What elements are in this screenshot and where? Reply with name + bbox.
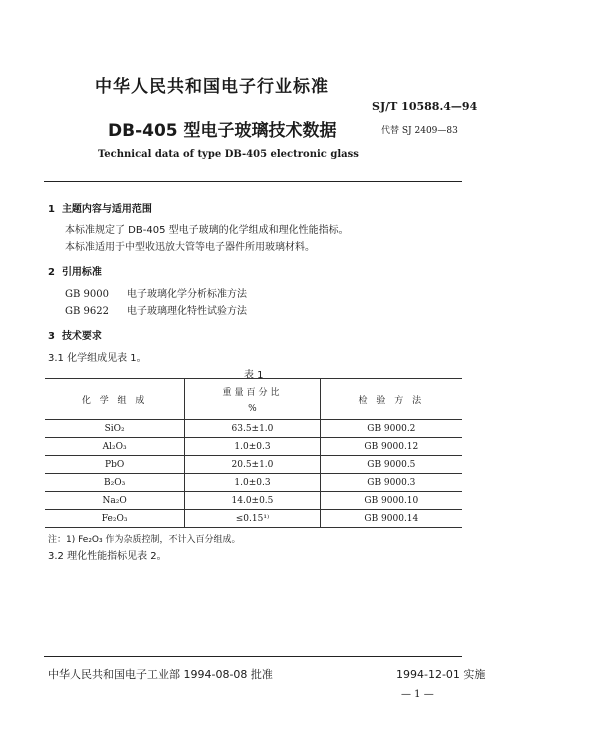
table-row [45, 438, 462, 456]
section-2-heading [48, 263, 102, 278]
approval-line: 中华人民共和国电子工业部 1994-08-08 批准 [48, 668, 273, 681]
section-title: 技术要求 [61, 331, 102, 342]
table-row [45, 510, 462, 528]
reference-item [65, 302, 247, 317]
cell-method: GB 9000.12 [320, 438, 462, 456]
cell-method: GB 9000.2 [320, 420, 462, 438]
page-number: — 1 — [401, 689, 434, 700]
reference-title: 电子玻璃理化特性试验方法 [127, 306, 247, 317]
standard-number: SJ/T 10588.4—94 [372, 100, 478, 113]
cell-value: 63.5±1.0 [185, 420, 320, 438]
implementation-date: 1994-12-01 实施 [396, 668, 486, 681]
cell-component: SiO₂ [45, 420, 185, 438]
cell-component: Fe₂O₃ [45, 510, 185, 528]
section-1-heading [48, 200, 152, 215]
section-title: 主题内容与适用范围 [61, 204, 152, 215]
clause-3-1: 3.1 化学组成见表 1。 [48, 353, 147, 364]
section-number: 3 [48, 331, 55, 342]
table-row [45, 420, 462, 438]
table-row [45, 492, 462, 510]
clause-3-2: 3.2 理化性能指标见表 2。 [48, 551, 167, 562]
reference-title: 电子玻璃化学分析标准方法 [127, 289, 247, 300]
footer-rule [44, 656, 462, 657]
reference-code: GB 9622 [65, 306, 109, 317]
header-method: 检 验 方 法 [320, 379, 462, 420]
table-header-row [45, 379, 462, 420]
cell-value: 1.0±0.3 [185, 474, 320, 492]
cell-component: Na₂O [45, 492, 185, 510]
cell-value: 14.0±0.5 [185, 492, 320, 510]
document-title: DB-405 型电子玻璃技术数据 [108, 121, 337, 141]
english-title: Technical data of type DB-405 electronic glass [98, 149, 359, 160]
cell-method: GB 9000.14 [320, 510, 462, 528]
cell-component: Al₂O₃ [45, 438, 185, 456]
table-caption: 表 1 [244, 370, 264, 381]
table-note: 注：1) Fe₂O₃ 作为杂质控制，不计入百分组成。 [48, 535, 241, 545]
header-percent: 重量百分比 % [185, 379, 320, 420]
cell-value: 20.5±1.0 [185, 456, 320, 474]
section-number: 1 [48, 204, 55, 215]
header-component: 化 学 组 成 [45, 379, 185, 420]
chemical-composition-table [45, 378, 462, 528]
table-row [45, 474, 462, 492]
section-3-heading [48, 327, 102, 342]
cell-value: 1.0±0.3 [185, 438, 320, 456]
reference-item [65, 285, 247, 300]
cell-method: GB 9000.3 [320, 474, 462, 492]
section-1-paragraph: 本标准规定了 DB-405 型电子玻璃的化学组成和理化性能指标。 [65, 225, 349, 236]
section-number: 2 [48, 267, 55, 278]
table-row [45, 456, 462, 474]
cell-method: GB 9000.5 [320, 456, 462, 474]
replaces-standard: 代替 SJ 2409—83 [381, 126, 458, 136]
cell-component: B₂O₃ [45, 474, 185, 492]
header-rule [44, 181, 462, 182]
section-1-paragraph: 本标准适用于中型收迅放大管等电子器件所用玻璃材料。 [65, 242, 315, 253]
reference-code: GB 9000 [65, 289, 109, 300]
cell-method: GB 9000.10 [320, 492, 462, 510]
standard-body-title: 中华人民共和国电子行业标准 [95, 77, 329, 97]
cell-value: ≤0.15¹⁾ [185, 510, 320, 528]
section-title: 引用标准 [61, 267, 102, 278]
cell-component: PbO [45, 456, 185, 474]
